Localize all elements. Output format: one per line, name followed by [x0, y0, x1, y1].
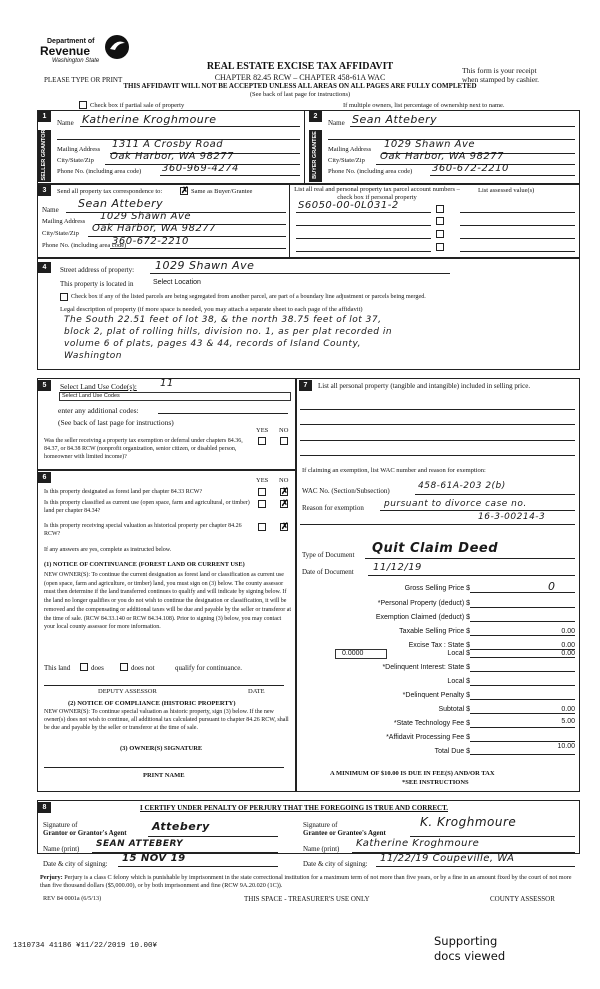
s3-mail-label: Mailing Address — [42, 218, 86, 225]
qualify-label: qualify for continuance. — [175, 664, 243, 672]
does-not-label: does not — [131, 664, 155, 672]
perjury-bold: Perjury: — [40, 874, 63, 881]
street-value[interactable]: 1029 Shawn Ave — [155, 259, 255, 272]
wac-value[interactable]: 458-61A-203 2(b) — [418, 481, 506, 491]
local-tax-value: 0.00 — [561, 650, 575, 657]
see-instructions: *SEE INSTRUCTIONS — [402, 779, 469, 786]
land-label: This land — [44, 664, 71, 672]
s6-q3-yes-checkbox[interactable] — [258, 523, 266, 531]
reason-value-1[interactable]: pursuant to divorce case no. — [384, 499, 527, 509]
s6-q1-no-checkbox[interactable]: ✗ — [281, 486, 289, 496]
doctype-value[interactable]: Quit Claim Deed — [372, 541, 499, 556]
s2-phone-label: Phone No. (including area code) — [328, 168, 413, 175]
docdate-value[interactable]: 11/12/19 — [373, 562, 422, 573]
s2-mail-label: Mailing Address — [328, 146, 372, 153]
s5-no-checkbox[interactable] — [280, 437, 288, 445]
print-name-label: PRINT NAME — [143, 772, 185, 779]
buyer-side-text: BUYER GRANTEE — [312, 131, 318, 179]
name-grantor-label: Name (print) — [43, 845, 80, 853]
does-label: does — [91, 664, 104, 672]
gross-label: Gross Selling Price $ — [404, 585, 470, 592]
date-grantee-label: Date & city of signing: — [303, 860, 368, 868]
s3-mail-value[interactable]: 1029 Shawn Ave — [100, 211, 192, 222]
state-tax-value: 0.00 — [561, 642, 575, 649]
affidavit-fee-label: *Affidavit Processing Fee $ — [386, 734, 470, 741]
partial-sale-checkbox[interactable] — [79, 101, 87, 109]
s1-phone-value[interactable]: 360-969-4274 — [162, 163, 239, 174]
s6-q1-yes-checkbox[interactable] — [258, 488, 266, 496]
date-grantor[interactable]: 15 NOV 19 — [122, 853, 186, 864]
landuse-dropdown-text: Select Land Use Codes — [62, 393, 120, 399]
section-2-marker: 2 — [309, 111, 322, 122]
exemption-label: Exemption Claimed (deduct) $ — [375, 614, 470, 621]
reason-label: Reason for exemption — [302, 504, 364, 512]
s1-city-label: City/State/Zip — [57, 157, 94, 164]
local-rate-field[interactable] — [335, 649, 387, 659]
s6-ifany: If any answers are yes, complete as instructed below. — [44, 547, 172, 553]
s3-phone-label: Phone No. (including area code) — [42, 242, 127, 249]
logo-state: Washington State — [52, 58, 100, 64]
does-checkbox[interactable] — [80, 663, 88, 671]
seller-side-label — [38, 130, 51, 182]
parcel-number[interactable]: S6050-00-0L031-2 — [298, 200, 399, 211]
county-assessor-label: COUNTY ASSESSOR — [490, 895, 555, 903]
treasurer-label: THIS SPACE - TREASURER'S USE ONLY — [244, 895, 370, 903]
rev-number: REV 84 0001a (6/5/13) — [43, 895, 102, 902]
print-note: PLEASE TYPE OR PRINT — [44, 76, 123, 84]
s6-p1: NEW OWNER(S): To continue the current designation as forest land or classification as current use (open space, farm and agriculture, or timber) land, you must sign on (3) below. The county assessor must then determine if the land transferred continues to qualify and will indicate by signing below. If the land no longer qualifies or you do not wish to continue the designation or classification, it will be removed and the compensating or additional taxes will be due and payable by the seller or transferor at the time of sale. (RCW 84.33.140 or RCW 84.34.108). Prior to signing (3) below, you may contact your local county assessor for more information. — [44, 572, 292, 631]
logo-dept: Department of — [47, 38, 95, 45]
reason-value-2[interactable]: 16-3-00214-3 — [478, 512, 546, 522]
landuse-label: Select Land Use Code(s): — [60, 382, 137, 391]
wac-label: WAC No. (Section/Subsection) — [302, 487, 390, 495]
buyer-side-label — [309, 130, 322, 182]
section-6-marker: 6 — [38, 472, 51, 483]
recording-stamp: 1310734 41186 ¥11/22/2019 10.00¥ — [13, 942, 158, 950]
delinquent-interest-local-label: Local $ — [447, 678, 470, 685]
sig-grantee-label-2: Grantee or Grantee's Agent — [303, 829, 386, 837]
s6-h3: (3) OWNER(S) SIGNATURE — [120, 745, 203, 752]
parcel-personal-checkbox-2[interactable] — [436, 217, 444, 225]
tech-fee-value: 5.00 — [561, 718, 575, 725]
does-not-checkbox[interactable] — [120, 663, 128, 671]
s6-q3-no-checkbox[interactable]: ✗ — [281, 521, 289, 531]
s2-name-label: Name — [328, 119, 345, 127]
date-label: DATE — [248, 688, 265, 695]
s6-h1: (1) NOTICE OF CONTINUANCE (FOREST LAND OR CURRENT USE) — [44, 561, 245, 568]
s6-h2: (2) NOTICE OF COMPLIANCE (HISTORIC PROPERTY) — [68, 700, 236, 707]
personal-label: *Personal Property (deduct) $ — [377, 600, 470, 607]
section-5-marker: 5 — [38, 380, 51, 391]
landuse-dropdown[interactable] — [59, 392, 291, 401]
local-tax-label: Local $ — [447, 650, 470, 657]
s1-name-value[interactable]: Katherine Kroghmoure — [82, 113, 217, 126]
seller-side-text: SELLER GRANTOR — [41, 129, 47, 181]
s6-q2-no-checkbox[interactable]: ✗ — [281, 498, 289, 508]
docdate-label: Date of Document — [302, 568, 354, 576]
minimum-note: A MINIMUM OF $10.00 IS DUE IN FEE(S) AND/OR TAX — [330, 770, 495, 777]
located-label: This property is located in — [60, 280, 134, 288]
s1-mail-value[interactable]: 1311 A Crosby Road — [112, 139, 224, 150]
delinquent-interest-state-label: *Delinquent Interest: State $ — [382, 664, 470, 671]
form-title: REAL ESTATE EXCISE TAX AFFIDAVIT — [206, 61, 394, 72]
additional-codes-label: enter any additional codes: — [58, 406, 139, 415]
landuse-value[interactable]: 11 — [160, 378, 174, 389]
s3-city-value[interactable]: Oak Harbor, WA 98277 — [92, 223, 216, 234]
sig-grantor[interactable]: Attebery — [152, 820, 210, 833]
s3-send-label: Send all property tax correspondence to: — [57, 188, 163, 195]
s6-no: NO — [279, 477, 289, 484]
partial-sale-label: Check box if partial sale of property — [90, 102, 185, 109]
s1-name-label: Name — [57, 119, 74, 127]
segregated-checkbox[interactable] — [60, 293, 68, 301]
supporting-docs-2: docs viewed — [434, 949, 506, 963]
parcels-header: List all real and personal property tax parcel account numbers – check box if personal property — [294, 186, 460, 201]
section-7-marker: 7 — [299, 380, 312, 391]
doctype-label: Type of Document — [302, 551, 355, 559]
same-as-buyer-checkbox[interactable]: ✗ — [181, 185, 189, 195]
s7-text: List all personal property (tangible and intangible) included in selling price. — [318, 382, 531, 390]
delinquent-penalty-label: *Delinquent Penalty $ — [402, 692, 470, 699]
date-grantee[interactable]: 11/22/19 Coupeville, WA — [380, 853, 515, 864]
s2-city-label: City/State/Zip — [328, 157, 365, 164]
s5-back-note: (See back of last page for instructions) — [58, 418, 174, 427]
name-grantor[interactable]: SEAN ATTEBERY — [96, 839, 184, 849]
exempt-label: If claiming an exemption, list WAC number and reason for exemption: — [302, 467, 486, 474]
s5-question: Was the seller receiving a property tax exemption or deferral under chapters 84.36, 84.37, or 84.38 RCW (nonprofit organization, senior citizen, or disabled person, homeowner with limited income)? — [44, 438, 243, 460]
supporting-docs-1: Supporting — [434, 934, 498, 948]
section-4-marker: 4 — [38, 262, 51, 273]
s2-mail-value[interactable]: 1029 Shawn Ave — [384, 139, 476, 150]
s3-phone-value[interactable]: 360-672-2210 — [112, 236, 189, 247]
total-label: Total Due $ — [434, 748, 470, 755]
legal-desc-line-3[interactable]: volume 6 of plats, pages 43 & 44, records of Island County, — [64, 339, 361, 349]
s2-city-value[interactable]: Oak Harbor, WA 98277 — [380, 151, 504, 162]
parcel-personal-checkbox-1[interactable] — [436, 205, 444, 213]
s1-city-value[interactable]: Oak Harbor, WA 98277 — [110, 151, 234, 162]
section-8-marker: 8 — [38, 802, 51, 813]
subtotal-value: 0.00 — [561, 706, 575, 713]
sig-grantee[interactable]: K. Kroghmoure — [420, 815, 517, 829]
perjury-body: Perjury is a class C felony which is punishable by imprisonment in the state correctional institution for a maximum term of not more than five years, or by a fine in an amount fixed by the court of not more than five thousand dollars ($5,000.00), or by both imprisonment and fine (RCW 9A.20.020 (1C)). — [40, 874, 572, 889]
s3-city-label: City/State/Zip — [42, 230, 79, 237]
receipt-note-2: when stamped by cashier. — [462, 75, 540, 84]
legal-desc-line-2[interactable]: block 2, plat of rolling hills, division no. 1, as per plat recorded in — [64, 327, 393, 337]
deputy-assessor-label: DEPUTY ASSESSOR — [98, 688, 157, 695]
s6-q3: Is this property receiving special valuation as historical property per chapter 84.26 RCW? — [44, 523, 242, 537]
sig-grantee-label-1: Signature of — [303, 821, 338, 829]
legal-desc-label: Legal description of property (if more space is needed, you may attach a separate sheet to each page of the affidavit) — [60, 306, 363, 313]
taxable-label: Taxable Selling Price $ — [399, 628, 470, 635]
date-grantor-label: Date & city of signing: — [43, 860, 108, 868]
form-back-note: (See back of last page for instructions) — [249, 91, 351, 98]
certify-text: I CERTIFY UNDER PENALTY OF PERJURY THAT THE FOREGOING IS TRUE AND CORRECT. — [140, 804, 449, 812]
same-as-buyer-label: Same as Buyer/Grantee — [191, 188, 253, 195]
s1-mail-label: Mailing Address — [57, 146, 101, 153]
perjury-text — [40, 874, 580, 890]
s6-q1: Is this property designated as forest land per chapter 84.33 RCW? — [44, 489, 203, 495]
multi-owner-note: If multiple owners, list percentage of ownership next to name. — [343, 102, 505, 109]
street-label: Street address of property: — [60, 266, 135, 274]
logo-revenue: Revenue — [40, 44, 91, 58]
s5-no: NO — [279, 427, 289, 434]
tech-fee-label: *State Technology Fee $ — [393, 720, 470, 727]
s3-name-label: Name — [42, 206, 59, 214]
section-1-marker: 1 — [38, 111, 51, 122]
s6-yes: YES — [256, 477, 269, 484]
local-rate-value: 0.0000 — [342, 650, 364, 657]
s6-q2-yes-checkbox[interactable] — [258, 500, 266, 508]
taxable-value: 0.00 — [561, 628, 575, 635]
location-select[interactable]: Select Location — [153, 279, 201, 286]
form-notice: THIS AFFIDAVIT WILL NOT BE ACCEPTED UNLESS ALL AREAS ON ALL PAGES ARE FULLY COMPLETED — [123, 82, 477, 90]
parcel-personal-checkbox-4[interactable] — [436, 243, 444, 251]
name-grantee[interactable]: Katherine Kroghmoure — [356, 838, 480, 849]
state-tax-label: Excise Tax : State $ — [408, 642, 470, 649]
legal-desc-line-1[interactable]: The South 22.51 feet of lot 38, & the north 38.75 feet of lot 37, — [64, 315, 382, 325]
sig-grantor-label-2: Grantor or Grantor's Agent — [43, 829, 127, 837]
s2-name-value[interactable]: Sean Attebery — [352, 113, 438, 126]
s6-p2: NEW OWNER(S): To continue special valuation as historic property, sign (3) below. If the new owner(s) does not wish to continue, all additional tax calculated pursuant to chapter 84.26 RCW, shall be due and payable by the seller or transferor at the time of sale. — [44, 709, 289, 731]
s2-phone-value[interactable]: 360-672-2210 — [432, 163, 509, 174]
subtotal-label: Subtotal $ — [438, 706, 470, 713]
section-3-marker: 3 — [38, 185, 51, 196]
segregated-label: Check box if any of the listed parcels are being segregated from another parcel, are part of a boundary line adjustment or parcels being merged. — [71, 293, 426, 300]
total-value: 10.00 — [557, 743, 575, 750]
gross-value[interactable]: 0 — [548, 580, 556, 593]
s1-phone-label: Phone No. (including area code) — [57, 168, 142, 175]
s3-name-value[interactable]: Sean Attebery — [78, 197, 164, 210]
legal-desc-line-4[interactable]: Washington — [64, 351, 122, 361]
parcel-personal-checkbox-3[interactable] — [436, 230, 444, 238]
assessed-header: List assessed value(s) — [478, 187, 535, 194]
s5-yes: YES — [256, 427, 269, 434]
sig-grantor-label-1: Signature of — [43, 821, 78, 829]
name-grantee-label: Name (print) — [303, 845, 340, 853]
dor-seal-icon — [104, 34, 130, 60]
s6-q2: Is this property classified as current use (open space, farm and agricultural, or timber) land per chapter 84.34? — [44, 500, 250, 514]
s5-yes-checkbox[interactable] — [258, 437, 266, 445]
form-chapter: CHAPTER 82.45 RCW – CHAPTER 458-61A WAC — [214, 73, 386, 82]
receipt-note: This form is your receipt — [462, 66, 537, 75]
